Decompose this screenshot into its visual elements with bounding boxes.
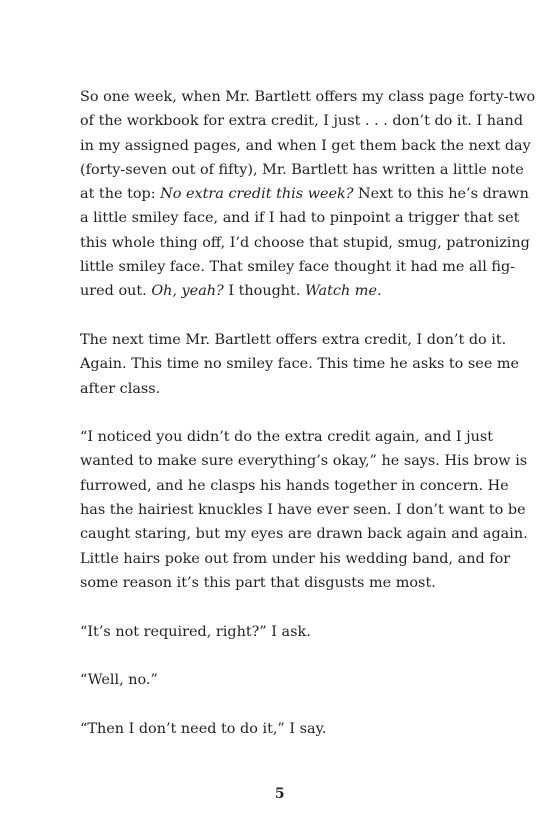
text-line: caught staring, but my eyes are drawn back again and again. bbox=[80, 526, 528, 543]
paragraph-gap bbox=[80, 595, 481, 619]
text-line: (forty-seven out of fifty), Mr. Bartlett has written a little note bbox=[80, 161, 524, 178]
paragraph-gap bbox=[80, 692, 481, 716]
paragraph bbox=[80, 620, 481, 644]
paragraph bbox=[80, 717, 481, 741]
text-line: wanted to make sure everything’s okay,” he says. His brow is bbox=[80, 453, 528, 470]
text-line: “It’s not required, right?” I ask. bbox=[80, 623, 311, 640]
text-line: “I noticed you didn’t do the extra credit again, and I just bbox=[80, 429, 494, 446]
text-segment: I thought. bbox=[223, 283, 305, 300]
paragraph bbox=[80, 328, 520, 401]
text-line: Again. This time no smiley face. This time he asks to see me bbox=[80, 356, 520, 373]
text-segment: Next to this he’s drawn bbox=[353, 186, 529, 203]
text-line bbox=[80, 182, 529, 206]
text-line: “Well, no.” bbox=[80, 672, 158, 689]
paragraph-gap bbox=[80, 644, 481, 668]
paragraph bbox=[80, 85, 536, 304]
page-number: 5 bbox=[274, 786, 286, 802]
text-line: furrowed, and he clasps his hands together in concern. He bbox=[80, 477, 509, 494]
italic-text: No extra credit this week? bbox=[160, 186, 354, 203]
text-line: of the workbook for extra credit, I just . . . don’t do it. I hand bbox=[80, 113, 524, 130]
body-text bbox=[80, 85, 536, 741]
text-line: in my assigned pages, and when I get them back the next day bbox=[80, 137, 531, 154]
text-line: The next time Mr. Bartlett offers extra credit, I don’t do it. bbox=[80, 331, 507, 348]
paragraph bbox=[80, 425, 528, 595]
text-segment: ured out. bbox=[80, 283, 152, 300]
text-line: some reason it’s this part that disgusts me most. bbox=[80, 574, 436, 591]
text-line: little smiley face. That smiley face thought it had me all fig- bbox=[80, 259, 516, 276]
text-segment: at the top: bbox=[80, 186, 161, 203]
text-line: “Then I don’t need to do it,” I say. bbox=[80, 720, 327, 737]
text-line: a little smiley face, and if I had to pinpoint a trigger that set bbox=[80, 210, 520, 227]
text-line: has the hairiest knuckles I have ever seen. I don’t want to be bbox=[80, 502, 526, 519]
text-line: this whole thing off, I’d choose that stupid, smug, patronizing bbox=[80, 234, 530, 251]
text-line: So one week, when Mr. Bartlett offers my class page forty-two bbox=[80, 89, 536, 105]
paragraph-gap bbox=[80, 304, 481, 328]
paragraph-gap bbox=[80, 401, 481, 425]
text-line: Little hairs poke out from under his wedding band, and for bbox=[80, 550, 511, 567]
text-line bbox=[80, 279, 481, 303]
italic-text: Oh, yeah? bbox=[151, 283, 224, 300]
italic-text: Watch me. bbox=[305, 283, 382, 300]
paragraph bbox=[80, 668, 481, 692]
text-line: after class. bbox=[80, 380, 161, 397]
